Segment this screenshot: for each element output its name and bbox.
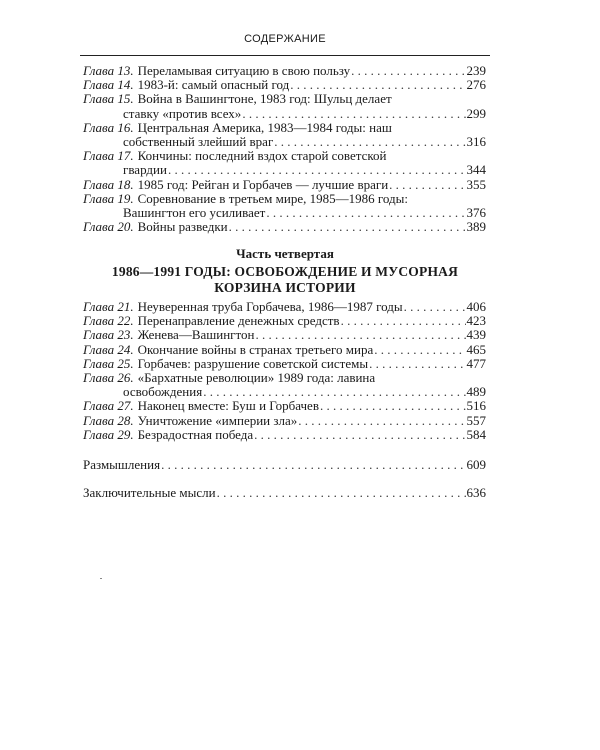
part-title-line-1: 1986—1991 ГОДЫ: ОСВОБОЖДЕНИЕ И МУСОРНАЯ	[111, 264, 459, 279]
chapter-number: Глава 16.	[83, 119, 134, 135]
page-number: 516	[466, 398, 486, 414]
toc-entry-line	[83, 78, 486, 92]
toc-entry[interactable]	[83, 92, 486, 120]
leader-dots	[298, 414, 465, 428]
toc-entry-line	[83, 163, 486, 177]
page-number: 489	[466, 384, 486, 400]
chapter-title: ставку «против всех»	[123, 105, 242, 121]
toc-entry-line	[83, 399, 486, 413]
reflections-label: Размышления	[83, 457, 161, 472]
toc-entry[interactable]	[83, 314, 486, 328]
page-number: 584	[466, 426, 486, 442]
leader-dots	[351, 64, 465, 78]
conclusion-page: 636	[466, 485, 486, 500]
toc-entry-line	[83, 343, 486, 357]
chapter-number: Глава 18.	[83, 176, 134, 192]
leader-dots	[161, 458, 465, 472]
chapter-title: Горбачев: разрушение советской системы	[137, 355, 369, 371]
chapter-number: Глава 14.	[83, 77, 134, 93]
toc-entry[interactable]	[83, 64, 486, 78]
toc-entry-line	[83, 220, 486, 234]
page-number: 355	[466, 176, 486, 192]
toc-section-1	[83, 64, 486, 234]
page-number: 239	[466, 63, 486, 78]
leader-dots	[229, 220, 466, 234]
chapter-title: Неуверенная труба Горбачева, 1986—1987 годы	[137, 299, 403, 314]
chapter-title: «Бархатные революции» 1989 года: лавина	[137, 370, 376, 386]
chapter-number: Глава 26.	[83, 370, 134, 386]
toc-entry[interactable]	[83, 220, 486, 234]
toc-entry-line	[83, 149, 486, 163]
chapter-number: Глава 13.	[83, 63, 134, 78]
toc-entry-line	[83, 178, 486, 192]
toc-entry[interactable]	[83, 414, 486, 428]
chapter-title: Кончины: последний вздох старой советской	[137, 148, 387, 164]
chapter-number: Глава 25.	[83, 355, 134, 371]
chapter-number: Глава 22.	[83, 313, 134, 329]
toc-entry-line	[83, 385, 486, 399]
chapter-title: Окончание войны в странах третьего мира	[137, 341, 374, 357]
leader-dots	[404, 300, 466, 314]
running-header: СОДЕРЖАНИЕ	[244, 33, 326, 45]
chapter-number: Глава 23.	[83, 327, 134, 343]
chapter-title: Безрадостная победа	[137, 426, 254, 442]
toc-reflections	[83, 458, 486, 472]
toc-entry[interactable]	[83, 192, 486, 220]
chapter-title: Соревнование в третьем мире, 1985—1986 годы:	[137, 190, 408, 206]
toc-entry-line	[83, 135, 486, 149]
toc-entry-line	[83, 414, 486, 428]
chapter-title: Уничтожение «империи зла»	[137, 412, 298, 428]
toc-entry-line	[83, 314, 486, 328]
leader-dots	[389, 178, 465, 192]
chapter-title: собственный злейший враг	[123, 134, 274, 150]
toc-entry[interactable]	[83, 121, 486, 149]
part-title	[80, 264, 490, 296]
toc-entry[interactable]	[83, 357, 486, 371]
chapter-number: Глава 21.	[83, 299, 134, 314]
toc-entry[interactable]	[83, 343, 486, 357]
page-number: 423	[466, 313, 486, 329]
page-number: 465	[466, 341, 486, 357]
leader-dots	[369, 357, 465, 371]
leader-dots	[242, 107, 465, 121]
toc-entry-line	[83, 92, 486, 106]
toc-entry-line	[83, 428, 486, 442]
chapter-title: Вашингтон его усиливает	[123, 205, 266, 221]
chapter-title: освобождения	[123, 384, 203, 400]
leader-dots	[266, 206, 465, 220]
leader-dots	[255, 328, 465, 342]
leader-dots	[341, 314, 466, 328]
toc-entry-line	[83, 206, 486, 220]
toc-conclusion	[83, 486, 486, 500]
page-number: 299	[466, 105, 486, 121]
chapter-title: Войны разведки	[137, 219, 228, 235]
toc-entry[interactable]	[83, 300, 486, 314]
page-number: 477	[466, 355, 486, 371]
toc-entry[interactable]	[83, 428, 486, 442]
leader-dots	[290, 78, 465, 92]
chapter-number: Глава 17.	[83, 148, 134, 164]
toc-entry-line	[83, 192, 486, 206]
leader-dots	[374, 343, 465, 357]
leader-dots	[203, 385, 465, 399]
leader-dots	[274, 135, 465, 149]
chapter-title: Перенаправление денежных средств	[137, 313, 340, 329]
chapter-number: Глава 28.	[83, 412, 134, 428]
print-speck	[100, 578, 102, 579]
page-number: 376	[466, 205, 486, 221]
toc-entry-line	[83, 300, 486, 314]
page-number: 389	[466, 219, 486, 235]
chapter-number: Глава 15.	[83, 91, 134, 107]
part-title-line-2: КОРЗИНА ИСТОРИИ	[214, 280, 356, 295]
reflections-page: 609	[466, 457, 486, 472]
header-rule	[80, 55, 490, 56]
toc-entry-line	[83, 357, 486, 371]
leader-dots	[254, 428, 465, 442]
chapter-number: Глава 24.	[83, 341, 134, 357]
chapter-number: Глава 27.	[83, 398, 134, 414]
toc-entry[interactable]	[83, 178, 486, 192]
toc-section-2	[83, 300, 486, 442]
chapter-title: Женева—Вашингтон	[137, 327, 255, 343]
chapter-number: Глава 20.	[83, 219, 134, 235]
toc-entry-reflections[interactable]	[83, 458, 486, 472]
toc-entry-line	[83, 121, 486, 135]
chapter-title: 1983-й: самый опасный год	[137, 77, 290, 93]
page-number: 276	[466, 77, 486, 93]
page-number: 316	[466, 134, 486, 150]
toc-entry-line	[83, 328, 486, 342]
toc-entry[interactable]	[83, 78, 486, 92]
conclusion-label: Заключительные мысли	[83, 485, 216, 500]
chapter-title: 1985 год: Рейган и Горбачев — лучшие враги	[137, 176, 389, 192]
toc-entry-line	[83, 371, 486, 385]
toc-entry[interactable]	[83, 328, 486, 342]
toc-entry[interactable]	[83, 371, 486, 399]
leader-dots	[217, 486, 466, 500]
chapter-title: Наконец вместе: Буш и Горбачев	[137, 398, 319, 414]
toc-entry-line	[83, 64, 486, 78]
toc-entry-conclusion[interactable]	[83, 486, 486, 500]
page-number: 439	[466, 327, 486, 343]
page-number: 406	[466, 299, 486, 314]
chapter-title: Переламывая ситуацию в свою пользу	[137, 63, 351, 78]
page-number: 344	[466, 162, 486, 178]
chapter-title: Война в Вашингтоне, 1983 год: Шульц делает	[137, 91, 392, 107]
chapter-number: Глава 19.	[83, 190, 134, 206]
leader-dots	[320, 399, 466, 413]
toc-entry[interactable]	[83, 149, 486, 177]
page-number: 557	[466, 412, 486, 428]
chapter-title: гвардии	[123, 162, 167, 178]
part-label: Часть четвертая	[236, 246, 334, 261]
leader-dots	[168, 163, 466, 177]
toc-entry[interactable]	[83, 399, 486, 413]
toc-entry-line	[83, 107, 486, 121]
chapter-number: Глава 29.	[83, 426, 134, 442]
chapter-title: Центральная Америка, 1983—1984 годы: наш	[137, 119, 392, 135]
